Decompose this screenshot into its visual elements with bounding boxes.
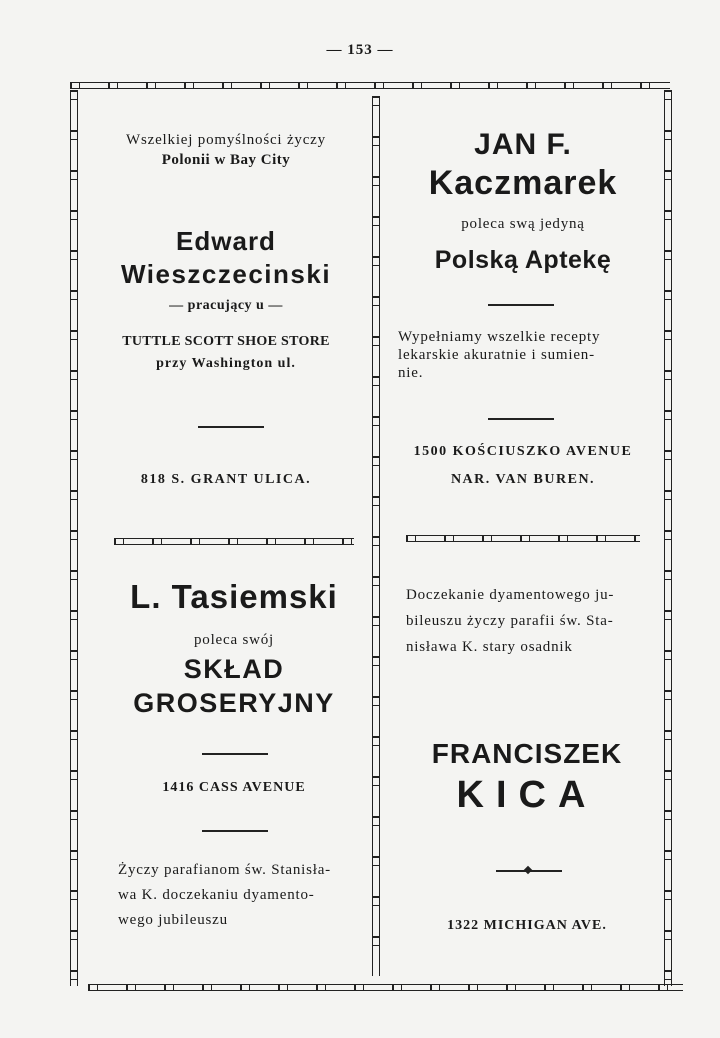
address: 1500 KOŚCIUSZKO AVENUE (413, 444, 633, 459)
border-top (70, 82, 670, 89)
advertiser-name: Kaczmarek (428, 164, 618, 202)
text-line: Wypełniamy wszelkie recepty (398, 329, 601, 345)
greeting-line: Wszelkiej pomyślności życzy (126, 132, 326, 148)
greeting-line: Polonii w Bay City (161, 152, 291, 168)
rule (198, 426, 264, 428)
text-line: Życzy parafianom św. Stanisła- (118, 862, 331, 878)
border-left (70, 90, 78, 986)
ad-bottom-left (98, 578, 370, 958)
advertiser-name: Edward (176, 226, 276, 256)
border-right (664, 90, 672, 986)
text-line: nisława K. stary osadnik (406, 639, 573, 655)
street: przy Washington ul. (156, 356, 296, 371)
border-bottom (88, 984, 683, 991)
text-line: wego jubileuszu (118, 912, 228, 928)
text-line: lekarskie akuratnie i sumien- (398, 347, 595, 363)
rule (488, 418, 554, 420)
text-line: wa K. doczekaniu dyamento- (118, 887, 315, 903)
business-name: SKŁAD (183, 654, 285, 684)
ornament-rule (496, 870, 562, 872)
body-text (118, 858, 370, 933)
business-name: Polską Aptekę (434, 246, 612, 274)
address: 1322 MICHIGAN AVE. (447, 918, 607, 933)
advertiser-name: KICA (456, 774, 598, 816)
advertiser-name: Wieszczecinski (120, 259, 332, 289)
business-name: GROSERYJNY (133, 688, 335, 718)
store-name: TUTTLE SCOTT SHOE STORE (122, 334, 330, 349)
divider-left (114, 538, 354, 545)
advertiser-name: JAN F. (474, 128, 572, 161)
divider-right (406, 535, 640, 542)
working-at: — pracujący u — (169, 298, 283, 313)
rule (202, 830, 268, 832)
border-center (372, 96, 380, 976)
rule (488, 304, 554, 306)
advertiser-name: L. Tasiemski (130, 578, 338, 615)
recommends: poleca swój (193, 632, 275, 648)
rule (202, 753, 268, 755)
text-line: bileuszu życzy parafii św. Sta- (406, 613, 614, 629)
body-text (406, 582, 656, 660)
ad-top-left (90, 128, 362, 528)
address: 818 S. GRANT ULICA. (140, 472, 312, 487)
ad-top-right (392, 128, 654, 528)
text-line: Doczekanie dyamentowego ju- (406, 587, 615, 603)
body-text (398, 328, 654, 382)
address: 1416 CASS AVENUE (162, 780, 306, 795)
diamond-icon (524, 866, 532, 874)
address: NAR. VAN BUREN. (450, 472, 596, 487)
recommends: poleca swą jedyną (461, 216, 585, 232)
advertiser-name: FRANCISZEK (431, 738, 623, 769)
page-number: — 153 — (326, 42, 394, 58)
ad-bottom-right (398, 578, 656, 958)
text-line: nie. (398, 365, 424, 381)
